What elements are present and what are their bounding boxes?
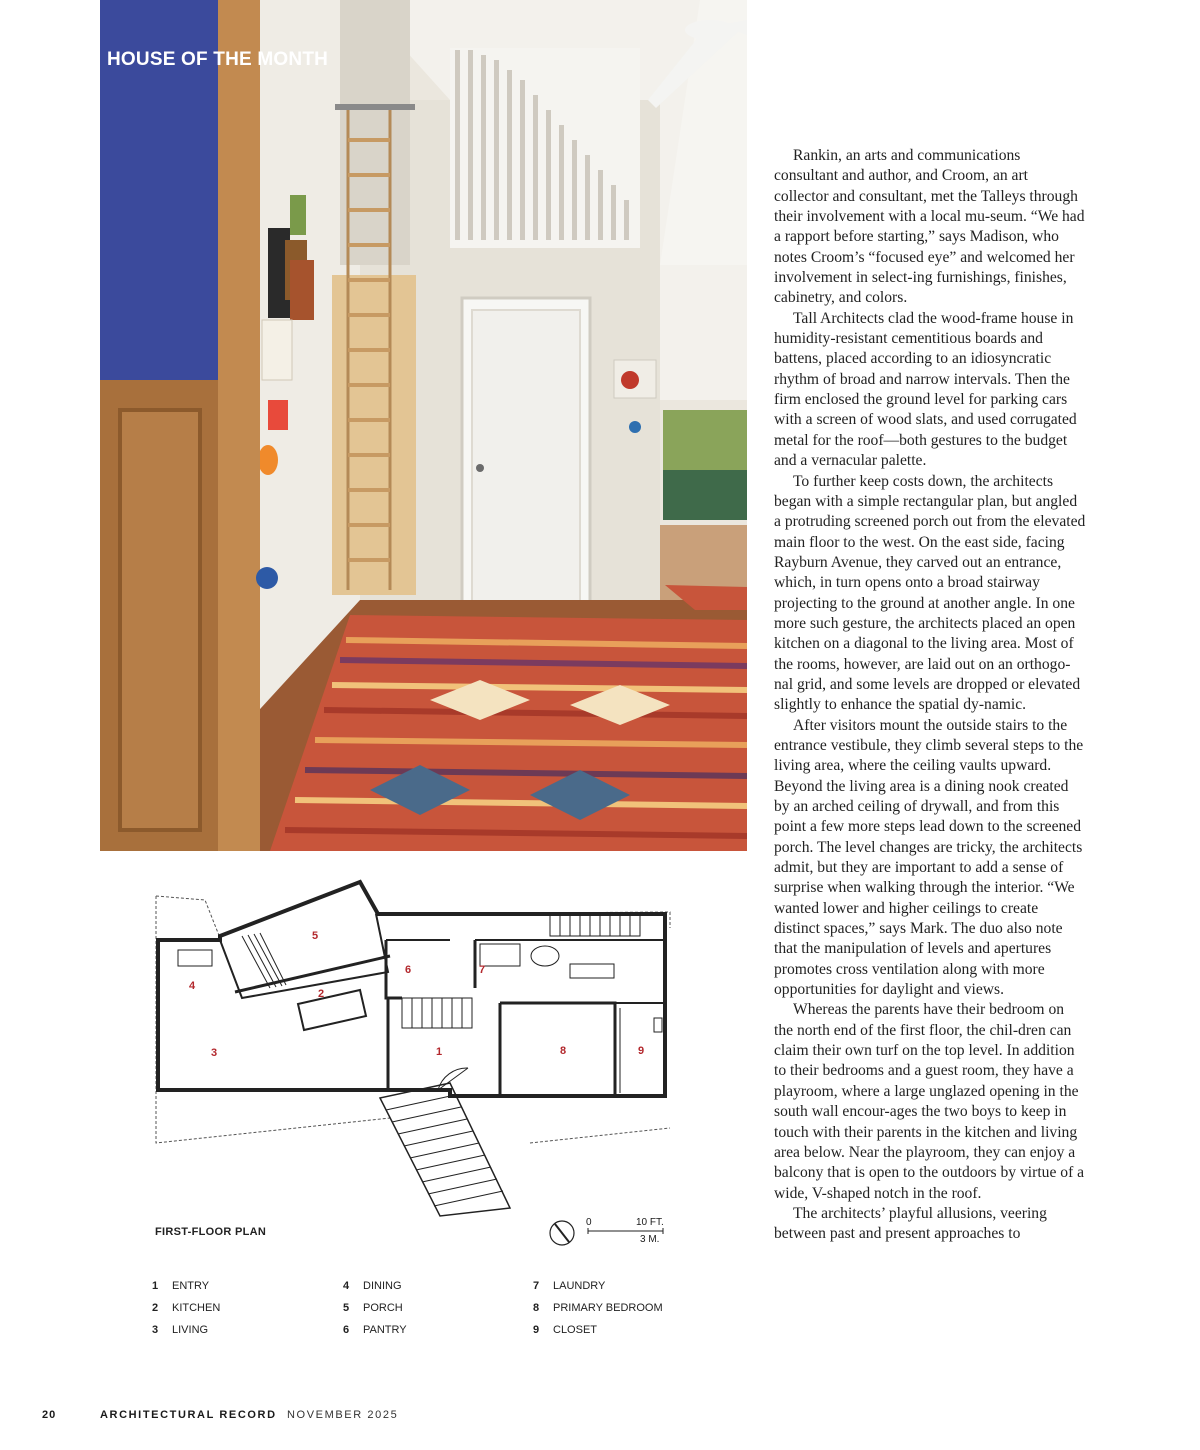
legend-item: 3 LIVING [152, 1324, 209, 1336]
plan-label-entry: 1 [436, 1046, 443, 1058]
legend-item: 5 PORCH [343, 1302, 403, 1314]
article-body [774, 146, 1086, 1245]
legend-item: 6 PANTRY [343, 1324, 407, 1336]
legend-item: 1 ENTRY [152, 1280, 210, 1292]
legend-item: 4 DINING [343, 1280, 402, 1292]
playroom-hallway-image [100, 0, 747, 851]
plan-title: FIRST-FLOOR PLAN [155, 1226, 267, 1238]
plan-scale [548, 1214, 678, 1250]
legend-item: 8 PRIMARY BEDROOM [533, 1302, 663, 1314]
magazine-name: ARCHITECTURAL RECORD [100, 1409, 277, 1421]
legend-item: 7 LAUNDRY [533, 1280, 606, 1292]
scale-feet-label: 10 FT. [636, 1217, 664, 1228]
plan-label-dining: 4 [189, 980, 196, 992]
plan-label-closet: 9 [638, 1045, 645, 1057]
scale-meters-label: 3 M. [640, 1234, 660, 1245]
body-paragraph: Rankin, an arts and communications consultant and author, and Croom, an art collector and consultant, met the Talleys through their involvement with a local mu-seum. “We had a rapport before starting,” says Madison, who notes Croom’s “focused eye” and welcomed her involvement in select-ing furnishings, finishes, cabinetry, and colors. [774, 147, 1085, 307]
plan-label-living: 3 [211, 1047, 218, 1059]
plan-label-kitchen: 2 [318, 988, 325, 1000]
issue-date: NOVEMBER 2025 [287, 1409, 399, 1421]
page-number: 20 [42, 1409, 57, 1421]
body-paragraph: The architects’ playful allusions, veering between past and present approaches to [774, 1204, 1047, 1243]
body-paragraph: Whereas the parents have their bedroom on the north end of the first floor, the chil-dren can claim their own turf on the top level. In addition to their bedrooms and a guest room, they have a playroom, where a large unglazed opening in the south wall encour-ages the two boys to keep in touch with their parents in the kitchen and living area below. Near the playroom, they can enjoy a balcony that is open to the outdoors by virtue of a wide, V-shaped notch in the roof. [774, 1001, 1085, 1202]
legend-item: 2 KITCHEN [152, 1302, 221, 1314]
first-floor-plan-drawing [150, 878, 680, 1223]
plan-label-pantry: 6 [405, 964, 412, 976]
body-paragraph: To further keep costs down, the architects began with a simple rectangular plan, but angled a protruding screened porch out from the elevated main floor to the west. On the east side, facing Rayburn Avenue, they carved out an entrance, which, in turn opens onto a broad stairway projecting to the ground at another angle. In one more such gesture, the architects placed an open kitchen on a diagonal to the living area. Most of the rooms, however, are laid out on an orthogo-nal grid, and some levels are dropped or elevated slightly to enhance the spatial dy-namic. [774, 472, 1086, 714]
plan-label-laundry: 7 [479, 964, 486, 976]
legend-item: 9 CLOSET [533, 1324, 598, 1336]
plan-label-porch: 5 [312, 930, 319, 942]
scale-zero-label: 0 [586, 1217, 592, 1228]
body-paragraph: After visitors mount the outside stairs to the entrance vestibule, they climb several steps to the living area, where the ceiling vaults upward. Beyond the living area is a dining nook created by an arched ceiling of drywall, and from this point a few more steps lead down to the screened porch. The level changes are tricky, the architects admit, but they are important to add a sense of surprise when walking through the interior. “We wanted lower and higher ceilings to create distinct spaces,” says Mark. The duo also note that the manipulation of levels and apertures promotes cross ventilation along with more opportunities for daylight and views. [774, 716, 1084, 999]
plan-label-primary-bedroom: 8 [560, 1045, 567, 1057]
interior-photo [100, 0, 747, 851]
section-label: HOUSE OF THE MONTH [107, 49, 329, 70]
body-paragraph: Tall Architects clad the wood-frame house in humidity-resistant cementitious boards and battens, placed according to an idiosyncratic rhythm of broad and narrow intervals. Then the firm enclosed the ground level for parking cars with a screen of wood slats, and used corrugated metal for the roof—both gestures to the budget and a vernacular palette. [774, 309, 1077, 470]
